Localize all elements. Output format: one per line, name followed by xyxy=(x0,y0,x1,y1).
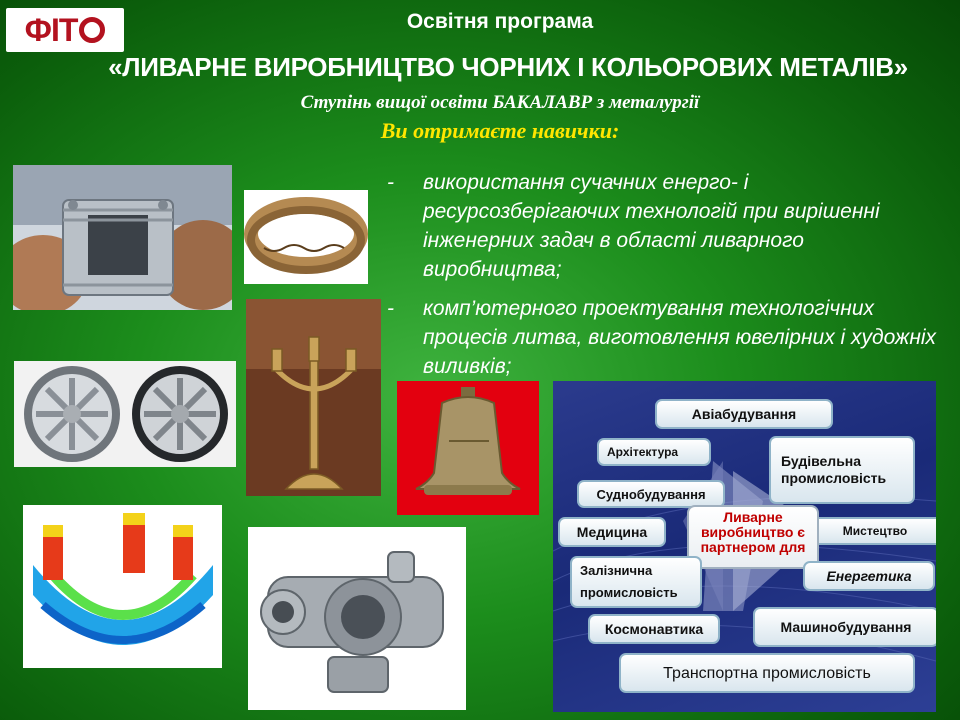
bullet-text-2: комп’ютерного проектування технологічних процесів литва, виготовлення ювелірних і художніх виливків; xyxy=(423,297,937,378)
node-aviation: Авіабудування xyxy=(655,399,833,429)
node-medicine: Медицина xyxy=(558,517,666,547)
cylinder-casting-photo xyxy=(13,165,232,310)
degree-label: Ступінь вищої освіти БАКАЛАВР з металургії xyxy=(300,92,700,113)
diagram-center: Ливарне виробництво є партнером для xyxy=(687,505,819,569)
program-label: Освітня програма xyxy=(406,10,594,33)
node-railway: Залізнична промисловість xyxy=(570,556,702,608)
skills-heading: Ви отримаєте навички: xyxy=(380,118,620,143)
partners-diagram xyxy=(553,381,936,712)
valve-body-casting-photo xyxy=(248,527,466,710)
bullet-text-1: використання сучачних енерго- і ресурсозберігаючих технологій при вирішенні інженерних задач в області ливарного виробництва; xyxy=(423,171,880,281)
node-construction: Будівельна промисловість xyxy=(769,436,915,504)
node-shipbuilding: Суднобудування xyxy=(577,480,725,508)
wheel-rims-photo xyxy=(14,361,236,467)
casting-simulation-photo xyxy=(23,505,222,668)
bullet-item-2: - комп’ютерного проектування технологічних процесів литва, виготовлення ювелірних і художніх виливків; xyxy=(387,294,947,384)
node-energy: Енергетика xyxy=(803,561,935,591)
node-cosmonautics: Космонавтика xyxy=(588,614,720,644)
ring-photo xyxy=(244,190,368,284)
node-art: Мистецтво xyxy=(803,517,936,545)
node-machinebuilding: Машинобудування xyxy=(753,607,936,647)
bell-photo xyxy=(397,381,539,515)
node-architecture: Архітектура xyxy=(597,438,711,466)
bullet-item-1: - використання сучачних енерго- і ресурсозберігаючих технологій при вирішенні інженерних задач в області ливарного виробництва; xyxy=(387,168,947,288)
node-transport: Транспортна промисловість xyxy=(619,653,915,693)
candelabra-photo xyxy=(246,299,381,496)
logo-text: ФІТ xyxy=(24,11,78,48)
page-title: «ЛИВАРНЕ ВИРОБНИЦТВО ЧОРНИХ І КОЛЬОРОВИХ МЕТАЛІВ» xyxy=(108,52,908,82)
